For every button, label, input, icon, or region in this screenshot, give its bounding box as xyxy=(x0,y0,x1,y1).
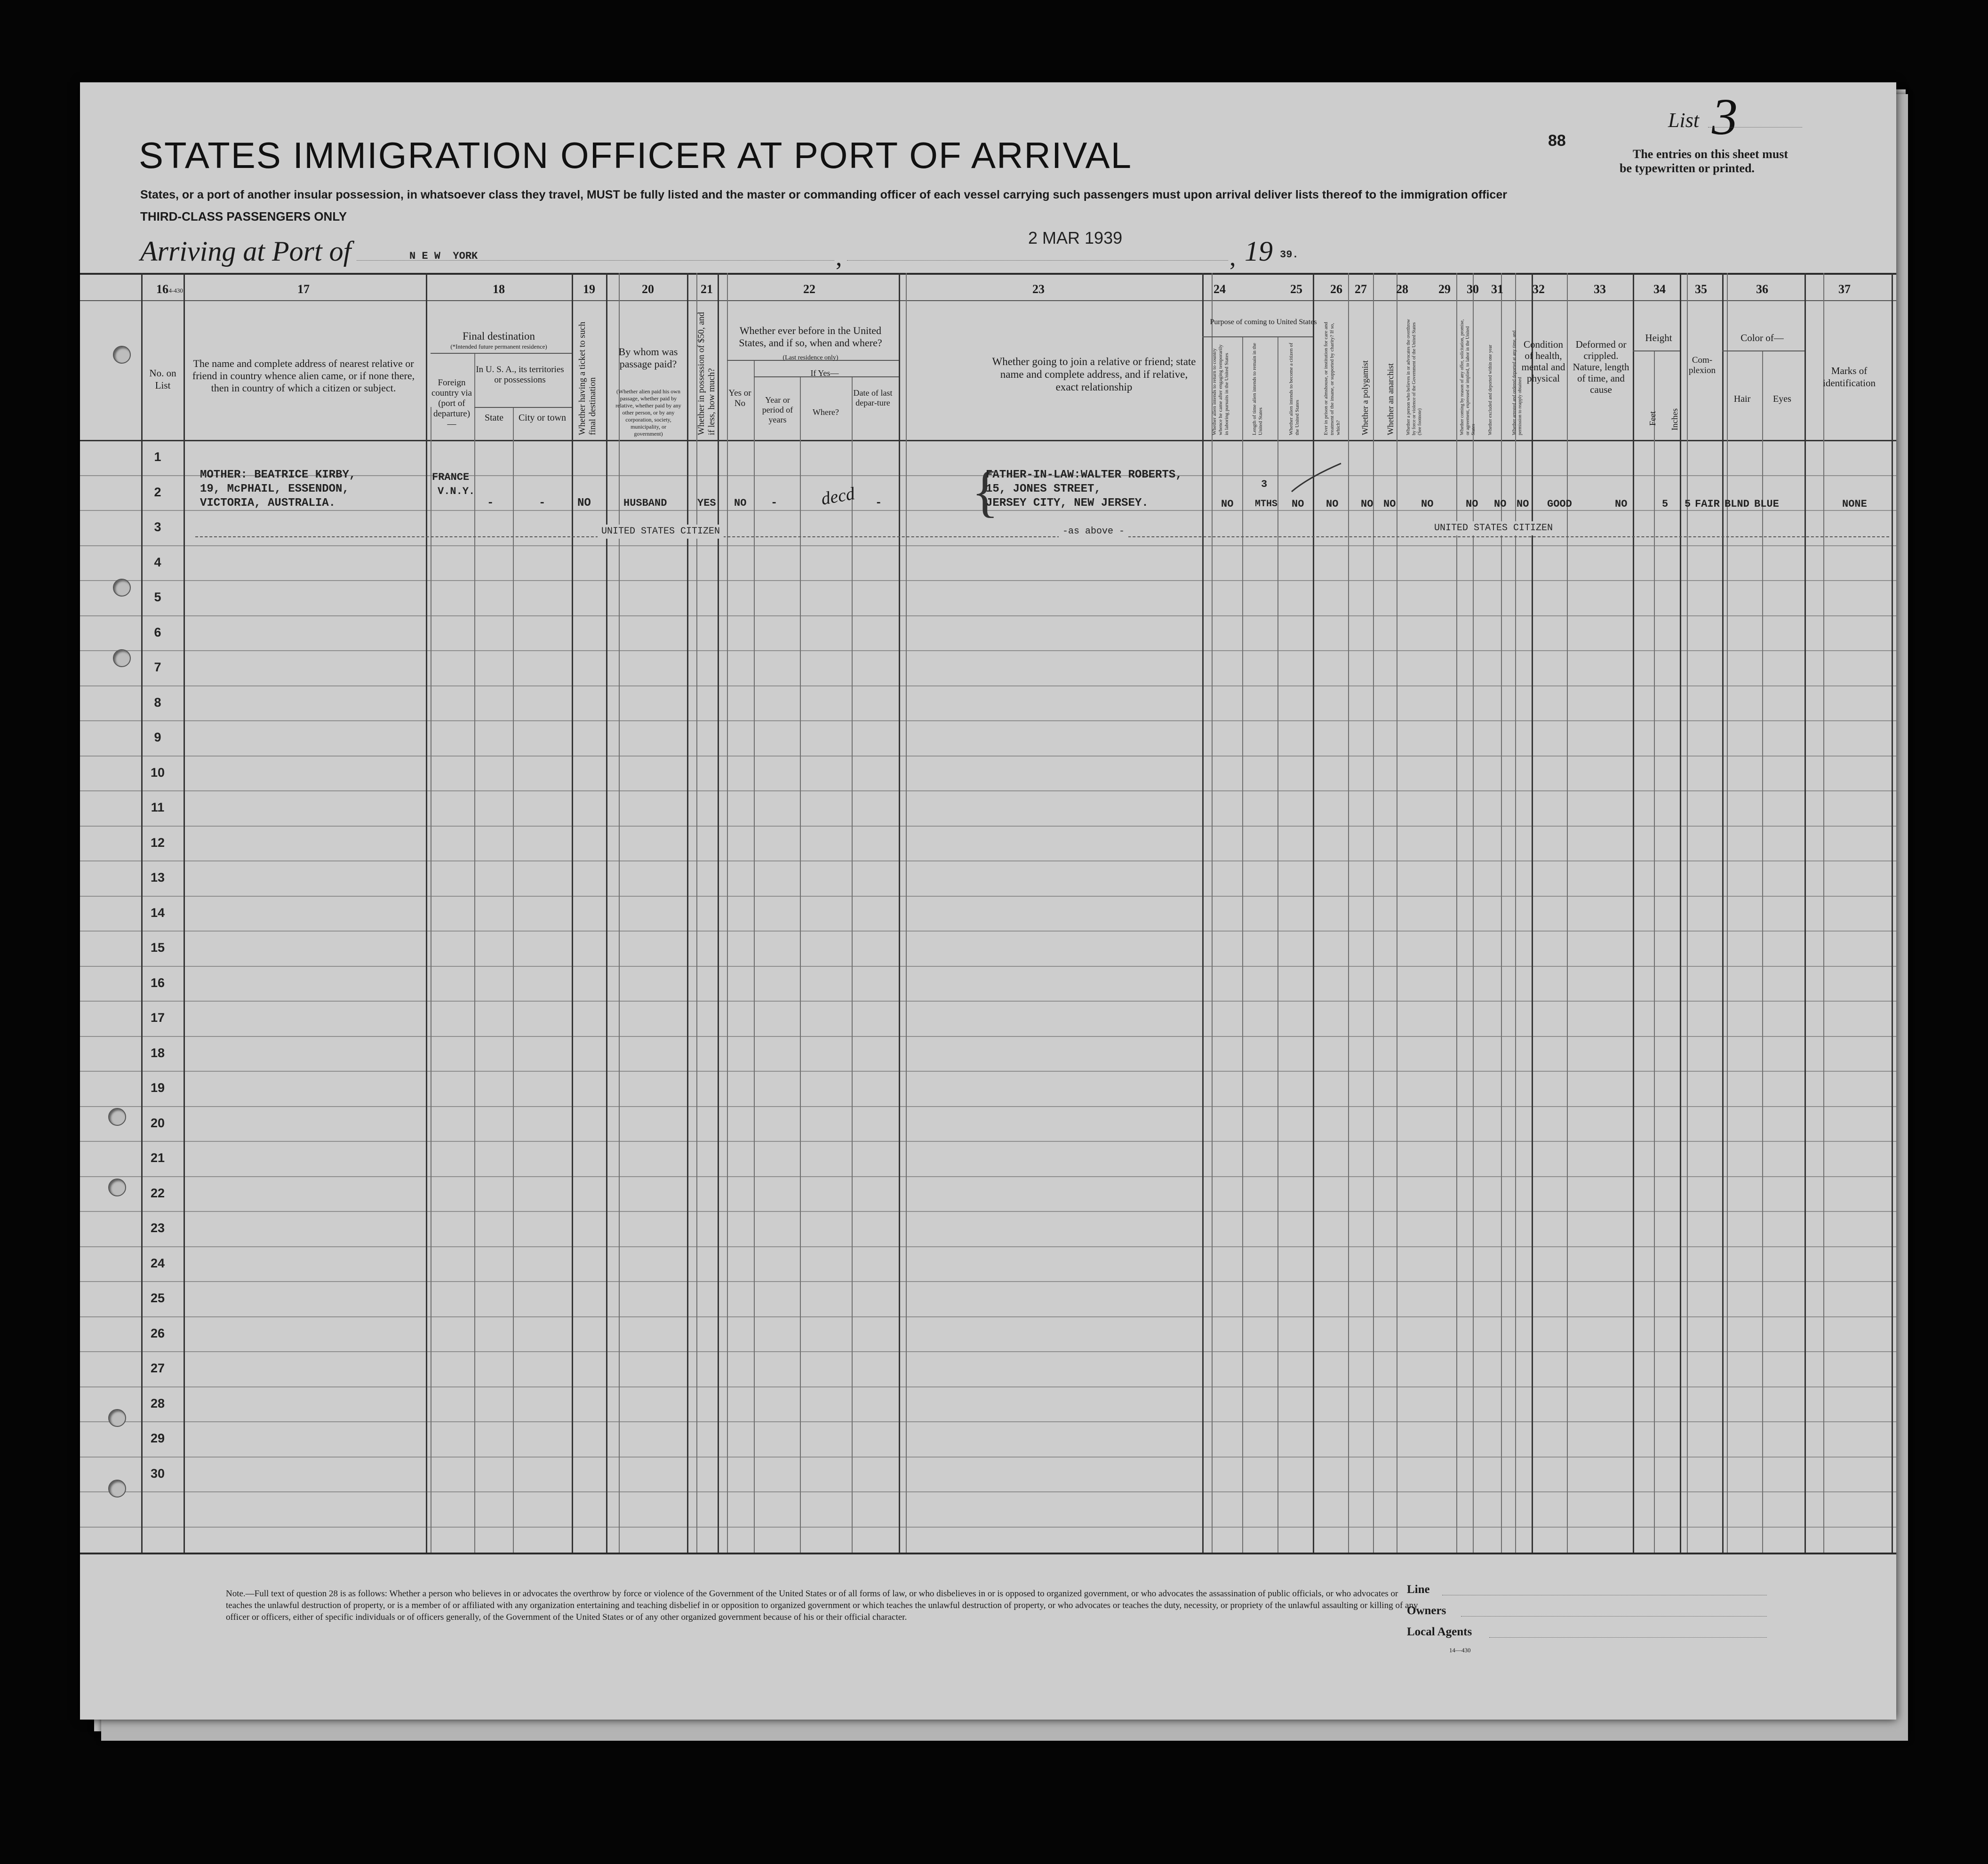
column-number-rule xyxy=(80,300,1896,301)
state-value: - xyxy=(487,497,494,510)
row-number: 22 xyxy=(150,1186,165,1200)
column-rule xyxy=(1242,336,1243,1553)
row-number: 3 xyxy=(154,520,161,534)
header-34-feet: Feet xyxy=(1648,411,1657,426)
header-19: Whether having a ticket to such final destination xyxy=(577,321,598,435)
header-33: Deformed or crippled. Nature, length of time, and cause xyxy=(1573,339,1629,395)
header-22-period: Year or period of years xyxy=(762,395,793,424)
column-rule xyxy=(1892,273,1893,1553)
row-number: 12 xyxy=(150,835,165,850)
row-number: 24 xyxy=(150,1256,165,1270)
column-rule xyxy=(1722,273,1724,1553)
header-24-b: Length of time alien intends to remain in the United States xyxy=(1252,343,1263,435)
column-rule xyxy=(754,360,755,1553)
header-18-state: State xyxy=(485,413,503,423)
column-rule xyxy=(1804,273,1806,1553)
header-24-title: Purpose of coming to United States xyxy=(1210,318,1317,326)
city-value: - xyxy=(539,497,546,510)
row-number: 8 xyxy=(154,695,161,709)
header-22-sub: (Last residence only) xyxy=(782,354,838,361)
header-34-inches: Inches xyxy=(1670,408,1679,430)
identification-marks: NONE xyxy=(1842,498,1867,510)
row-number: 4 xyxy=(154,555,161,569)
column-rule xyxy=(606,273,607,1553)
row-number: 16 xyxy=(150,975,165,990)
row-rule xyxy=(80,1491,1896,1492)
column-rule xyxy=(1456,273,1457,1553)
header-24-a: Whether alien intends to return to country whence he came after engaging temporarily in laboring pursuits in the United States xyxy=(1212,344,1230,435)
deformed-value: NO xyxy=(1615,498,1628,510)
header-22-ifyes: If Yes— xyxy=(810,368,839,378)
header-24-c: Whether alien intends to become a citizen of the United States xyxy=(1288,343,1300,435)
row-number: 21 xyxy=(150,1151,165,1165)
ticket-value: NO xyxy=(577,497,591,510)
row-rule xyxy=(80,685,1896,686)
anarchist: NO xyxy=(1383,498,1396,510)
length-of-stay-unit: MTHS xyxy=(1255,499,1278,510)
list-label: List xyxy=(1668,109,1700,132)
row-rule xyxy=(80,720,1896,721)
question-31: NO xyxy=(1517,498,1529,510)
row-number: 2 xyxy=(154,485,161,499)
foreign-country: FRANCE xyxy=(432,471,470,483)
hair-color: BLND xyxy=(1725,498,1749,510)
list-number: 3 xyxy=(1712,88,1738,145)
row-rule xyxy=(80,896,1896,897)
period-of-years: - xyxy=(771,497,778,510)
col-num-24: 24 xyxy=(1214,282,1226,296)
binder-hole xyxy=(113,346,131,364)
date-stamp: 2 MAR 1939 xyxy=(1028,228,1123,247)
comma: , xyxy=(1230,243,1236,271)
row-rule xyxy=(80,1141,1896,1142)
row-rule xyxy=(80,1281,1896,1282)
row-rule xyxy=(80,580,1896,581)
dash-line xyxy=(195,536,1889,537)
row-rule xyxy=(80,1176,1896,1177)
row-rule xyxy=(80,1106,1896,1107)
row-rule xyxy=(80,966,1896,967)
agents-underline xyxy=(1489,1637,1767,1638)
row-number: 7 xyxy=(154,660,161,675)
row-rule xyxy=(80,1316,1896,1317)
health-condition: GOOD xyxy=(1547,498,1572,510)
fifty-dollars: YES xyxy=(697,497,716,509)
column-rule xyxy=(184,273,185,1553)
header-30: Whether excluded and deported within one year xyxy=(1488,344,1493,435)
binder-hole xyxy=(108,1179,126,1196)
header-22-date: Date of last depar-ture xyxy=(853,388,893,407)
port-value: N E W YORK xyxy=(409,250,478,262)
row-rule xyxy=(80,1246,1896,1247)
header-34-title: Height xyxy=(1645,332,1672,343)
column-rule xyxy=(1501,273,1502,1553)
column-rule xyxy=(1277,336,1278,1553)
binder-hole xyxy=(113,649,131,667)
citizen-note-left: UNITED STATES CITIZEN xyxy=(598,525,724,539)
row-rule xyxy=(80,1036,1896,1037)
header-27: Whether an anarchist xyxy=(1386,363,1395,435)
row-number: 5 xyxy=(154,590,161,605)
column-rule xyxy=(1654,350,1655,1553)
header-26: Whether a polygamist xyxy=(1360,360,1370,435)
where-handwritten: decd xyxy=(819,484,856,509)
polygamist: NO xyxy=(1361,498,1373,510)
col-num-36: 36 xyxy=(1756,282,1768,296)
row-rule xyxy=(80,756,1896,757)
header-36-eyes: Eyes xyxy=(1773,394,1791,404)
prison-almshouse: NO xyxy=(1326,498,1339,510)
row-number: 26 xyxy=(150,1326,165,1340)
col-num-27: 27 xyxy=(1355,282,1367,296)
question-30: NO xyxy=(1494,498,1507,510)
table-bottom-border xyxy=(80,1553,1896,1554)
column-rule xyxy=(687,273,688,1553)
brace-mark: { xyxy=(972,460,999,523)
question-28-note: Note.—Full text of question 28 is as follows: Whether a person who believes in or advocates the overthrow by force or violence of the Government of the United States or of all forms of law, or who disbelieves in or is opposed to organized government, or who advocates the assassination of public officials, or who advocates or teaches the unlawful destruction of property, or is a member of or affiliated with any organization entertaining and teaching disbelief in or opposition to organized government or which teaches the unlawful destruction of property, or who advocates or teaches the duty, necessity, or propriety of the unlawful assaulting or killing of any officer or officers, either of specific individuals or of officers generally, of the Government of the United States or of any other organized government because of his or their official character. xyxy=(226,1589,1418,1622)
date-of-departure: - xyxy=(875,497,882,510)
sheet-number: 88 xyxy=(1548,132,1566,150)
entries-note-2: be typewritten or printed. xyxy=(1620,161,1755,175)
instructions-text: States, or a port of another insular possession, in whatsoever class they travel, MUST be fully listed and the master or commanding officer of each vessel carrying such passengers must upon arrival deliver lists thereof to the immigration officer xyxy=(140,188,1507,201)
header-22-title: Whether ever before in the United States, and if so, when and where? xyxy=(739,325,882,349)
row-number: 23 xyxy=(150,1221,165,1235)
form-code-bottom: 14—430 xyxy=(1449,1647,1471,1654)
column-rule xyxy=(906,273,907,1553)
binder-hole xyxy=(108,1480,126,1498)
join-relative-line: 15, JONES STREET, xyxy=(986,483,1101,495)
col-num-32: 32 xyxy=(1533,282,1545,296)
col-num-17: 17 xyxy=(297,282,310,296)
header-16: No. on List xyxy=(149,367,176,391)
as-above-note: -as above - xyxy=(1059,525,1128,539)
binder-hole xyxy=(108,1409,126,1427)
subheader-rule xyxy=(431,353,572,354)
header-17: The name and complete address of nearest relative or friend in country whence alien came, or if none there, then in country of which a citizen or subject. xyxy=(192,358,415,394)
row-rule xyxy=(80,931,1896,932)
eye-color: BLUE xyxy=(1754,498,1779,510)
row-rule xyxy=(80,1071,1896,1072)
length-of-stay-number: 3 xyxy=(1261,478,1268,490)
header-20-title: By whom was passage paid? xyxy=(618,346,678,370)
header-18-city: City or town xyxy=(518,413,567,423)
owners-underline xyxy=(1461,1616,1767,1617)
binder-hole xyxy=(108,1108,126,1126)
column-rule xyxy=(1567,273,1568,1553)
intends-citizen: NO xyxy=(1292,498,1304,510)
height-feet: 5 xyxy=(1662,498,1669,510)
row-rule xyxy=(80,650,1896,651)
header-18-foreign: Foreign country via (port of departure)— xyxy=(431,378,472,429)
binder-hole xyxy=(113,579,131,597)
column-rule xyxy=(1202,273,1204,1553)
row-number: 6 xyxy=(154,625,161,639)
column-rule xyxy=(474,353,475,1553)
row-number: 25 xyxy=(150,1291,165,1306)
row-rule xyxy=(80,826,1896,827)
row-number: 28 xyxy=(150,1396,165,1410)
year-suffix: 39. xyxy=(1280,249,1299,261)
row-number: 17 xyxy=(150,1011,165,1025)
column-rule xyxy=(1532,273,1533,1553)
col-num-29: 29 xyxy=(1438,282,1451,296)
column-rule xyxy=(1762,350,1763,1553)
height-inches: 5 xyxy=(1685,498,1691,510)
column-rule xyxy=(1727,273,1728,1553)
row-rule xyxy=(80,1421,1896,1422)
question-28: NO xyxy=(1421,498,1434,510)
manifest-sheet xyxy=(80,82,1896,1720)
header-35: Com-plexion xyxy=(1689,355,1716,375)
row-number: 1 xyxy=(154,450,161,464)
column-rule xyxy=(619,273,620,1553)
column-rule xyxy=(899,273,900,1553)
col-num-22: 22 xyxy=(803,282,815,296)
row-rule xyxy=(80,1527,1896,1528)
header-36-hair: Hair xyxy=(1733,394,1751,404)
column-rule xyxy=(1212,273,1213,1553)
date-underline xyxy=(847,260,1228,261)
header-29: Whether coming by reason of any offer, solicitation, promise, or agreement, expressed or implied, to labor in the United States xyxy=(1460,319,1476,435)
column-rule xyxy=(513,407,514,1553)
header-22-where: Where? xyxy=(813,407,839,417)
column-rule xyxy=(727,273,728,1553)
table-top-border xyxy=(80,273,1896,275)
col-num-28: 28 xyxy=(1396,282,1408,296)
complexion: FAIR xyxy=(1695,498,1720,510)
join-relative-line: FATHER-IN-LAW:WALTER ROBERTS, xyxy=(986,469,1182,481)
column-rule xyxy=(1687,273,1688,1553)
column-rule xyxy=(718,273,719,1553)
row-rule xyxy=(80,1211,1896,1212)
before-in-us: NO xyxy=(734,497,747,509)
header-25: Ever in prison or almshouse, or institution for care and treatment of the insane, or supported by charity? If so, which? xyxy=(1323,322,1341,435)
join-relative-line: JERSEY CITY, NEW JERSEY. xyxy=(986,497,1149,510)
line-label: Line xyxy=(1407,1583,1430,1596)
column-rule xyxy=(1473,273,1474,1553)
column-rule xyxy=(852,376,853,1553)
local-agents-label: Local Agents xyxy=(1407,1625,1472,1638)
col-num-25: 25 xyxy=(1290,282,1302,296)
col-num-34: 34 xyxy=(1653,282,1666,296)
row-number: 18 xyxy=(150,1045,165,1060)
header-32: Condition of health, mental and physical xyxy=(1521,339,1565,384)
header-23: Whether going to join a relative or friend; state name and complete address, and if relative, exact relationship xyxy=(992,356,1196,393)
row-number: 30 xyxy=(150,1466,165,1481)
year-prefix: 19 xyxy=(1245,236,1273,267)
row-number: 13 xyxy=(150,870,165,885)
col-num-26: 26 xyxy=(1330,282,1342,296)
row-number: 10 xyxy=(150,765,165,780)
relative-address-line: VICTORIA, AUSTRALIA. xyxy=(200,497,336,510)
row-rule xyxy=(80,860,1896,861)
header-bottom-rule xyxy=(80,440,1896,441)
col-num-30: 30 xyxy=(1467,282,1479,296)
col-num-16: 16 xyxy=(156,282,168,296)
header-22-yesno: Yes or No xyxy=(728,388,751,408)
row-rule xyxy=(80,1386,1896,1387)
col-num-20: 20 xyxy=(642,282,654,296)
row-number: 14 xyxy=(150,905,165,920)
page-title: STATES IMMIGRATION OFFICER AT PORT OF ARRIVAL xyxy=(139,135,1133,176)
header-18-title: Final destination xyxy=(463,330,535,342)
header-21: Whether in possession of $50, and if less, how much? xyxy=(696,312,717,435)
port-of-departure: V.N.Y. xyxy=(438,486,475,497)
row-rule xyxy=(80,545,1896,546)
row-number: 11 xyxy=(151,800,165,815)
purpose-return: NO xyxy=(1221,498,1234,510)
col-num-23: 23 xyxy=(1032,282,1045,296)
col-num-31: 31 xyxy=(1491,282,1503,296)
header-28: Whether a person who believes in or advocates the overthrow by force or violence of the Government of the United States (See footnote) xyxy=(1406,319,1422,435)
column-rule xyxy=(1823,273,1824,1553)
column-rule xyxy=(1680,273,1681,1553)
citizen-note-right: UNITED STATES CITIZEN xyxy=(1430,521,1557,535)
row-number: 15 xyxy=(150,940,165,955)
header-36-title: Color of— xyxy=(1740,332,1784,343)
check-mark xyxy=(1289,459,1346,501)
entries-note: The entries on this sheet must xyxy=(1633,147,1788,161)
row-number: 9 xyxy=(154,730,161,745)
row-rule xyxy=(80,1457,1896,1458)
row-rule xyxy=(80,615,1896,616)
column-rule xyxy=(696,273,697,1553)
col-num-33: 33 xyxy=(1594,282,1606,296)
comma: , xyxy=(836,243,842,271)
form-code-top: 14-430 xyxy=(166,287,183,294)
column-rule xyxy=(1373,273,1374,1553)
column-rule xyxy=(426,273,427,1553)
relative-address-line: 19, McPHAIL, ESSENDON, xyxy=(200,483,349,495)
subheader-rule xyxy=(1722,350,1804,351)
row-number: 19 xyxy=(150,1081,165,1095)
column-rule xyxy=(1515,273,1516,1553)
question-29: NO xyxy=(1466,498,1478,510)
subheader-rule xyxy=(474,407,572,408)
header-37: Marks of identification xyxy=(1823,365,1876,389)
owners-label: Owners xyxy=(1407,1604,1446,1617)
relative-address-line: MOTHER: BEATRICE KIRBY, xyxy=(200,469,356,481)
column-rule xyxy=(1633,273,1634,1553)
row-rule xyxy=(80,790,1896,791)
col-num-19: 19 xyxy=(583,282,595,296)
header-31: Whether arrested and ordered deported at any time, and permission to reapply obtained xyxy=(1512,330,1523,435)
header-20-sub: (Whether alien paid his own passage, whether paid by relative, whether paid by any other person, or by any corporation, society, municipality, or government) xyxy=(615,388,681,437)
row-rule xyxy=(80,1351,1896,1352)
column-rule xyxy=(572,273,573,1553)
col-num-37: 37 xyxy=(1838,282,1851,296)
col-num-35: 35 xyxy=(1695,282,1707,296)
column-rule xyxy=(800,376,801,1553)
row-number: 20 xyxy=(150,1115,165,1130)
column-rule xyxy=(1348,273,1349,1553)
header-18-sub: (*Intended future permanent residence) xyxy=(450,343,547,350)
class-note: THIRD-CLASS PASSENGERS ONLY xyxy=(140,209,347,223)
passage-paid-by: HUSBAND xyxy=(623,497,667,509)
col-num-21: 21 xyxy=(701,282,713,296)
subheader-rule xyxy=(1633,350,1680,351)
header-18-usa: In U. S. A., its territories or possessions xyxy=(476,365,564,385)
row-number: 27 xyxy=(150,1361,165,1376)
col-num-18: 18 xyxy=(493,282,505,296)
arriving-label: Arriving at Port of xyxy=(140,236,351,267)
subheader-rule xyxy=(1202,336,1313,337)
row-rule xyxy=(80,1001,1896,1002)
row-number: 29 xyxy=(150,1431,165,1446)
